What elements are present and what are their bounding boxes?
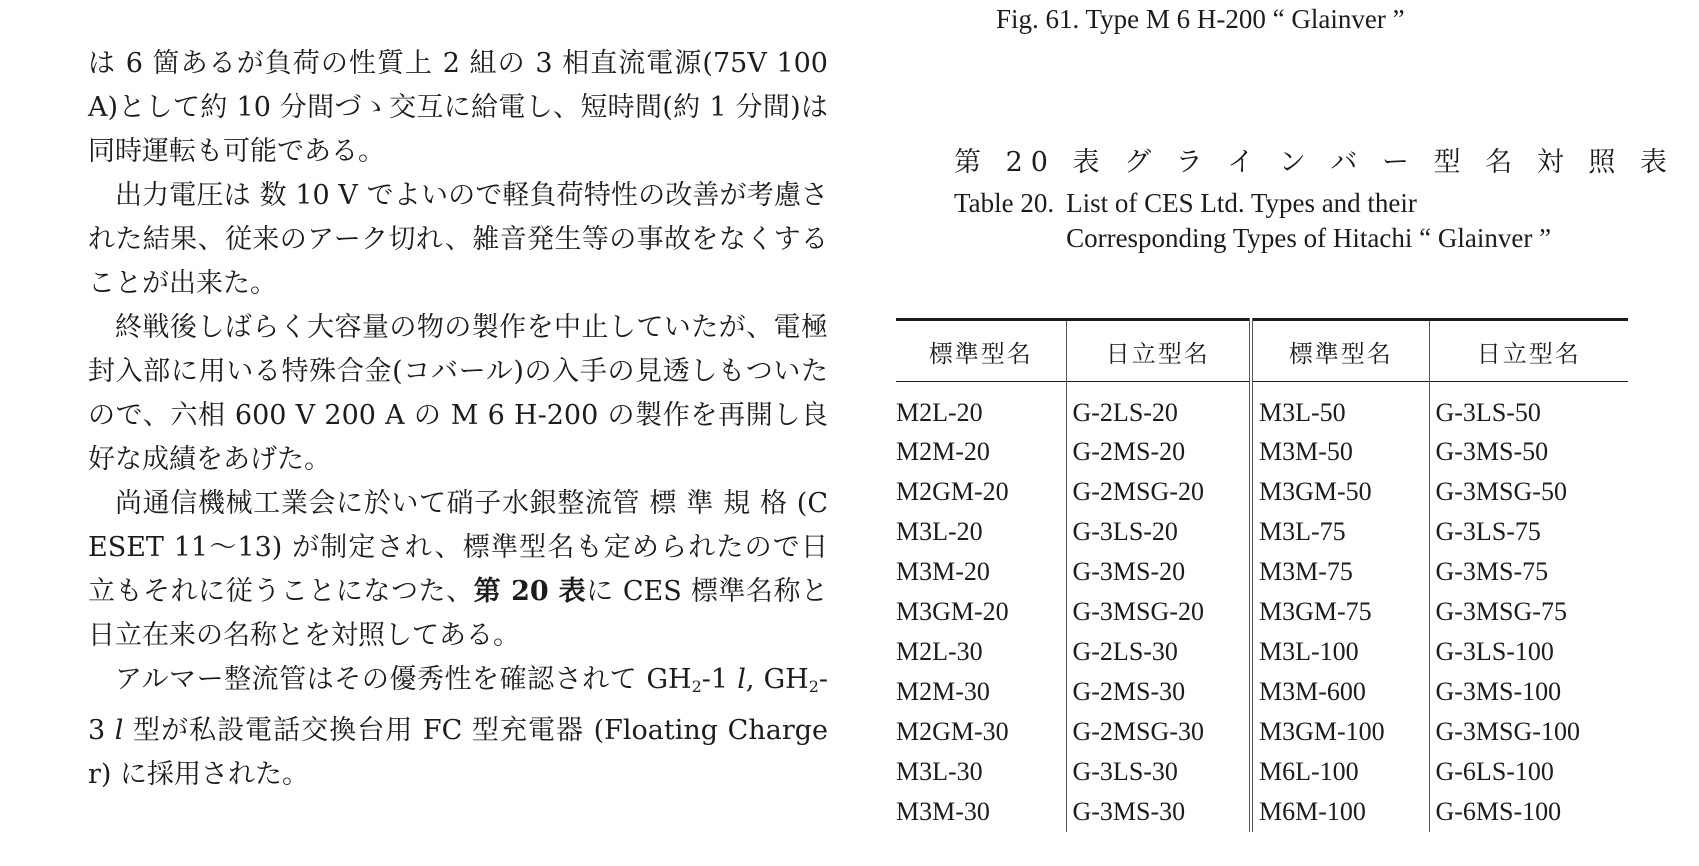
paragraph-text: 終戦後しばらく大容量の物の製作を中止していたが、電極封入部に用いる特殊合金(コバール)の入手の見透しもついたので、六相 600 V 200 A の M 6 H-200 の製作を再開し良好な成績をあげた。 [88,312,828,475]
figure-caption: Fig. 61. Type M 6 H-200 “ Glainver ” [996,4,1405,34]
table-row [896,792,1628,832]
paragraph [88,658,828,797]
standard-type-cell: M3L-30 [896,757,983,786]
standard-type-cell: M3GM-50 [1251,472,1429,512]
paragraph-text: 型が私設電話交換台用 FC 型充電器 (Floating Charger) に採用された。 [88,715,828,790]
hitachi-type-cell: G-2MSG-30 [1066,712,1251,752]
paragraph-text: , GH [745,664,809,695]
table-row [896,552,1628,592]
paragraph-text: に CES 標準名称と日立在来の名称とを対照してある。 [88,576,829,651]
table-title-japanese: 第 20 表 グ ラ イ ン バ ー 型 名 対 照 表 [954,147,1675,178]
hitachi-type-cell: G-3LS-50 [1429,382,1628,433]
table-row [896,432,1628,472]
standard-type-cell: M2L-30 [896,637,983,666]
standard-type-cell: M2L-20 [896,398,983,427]
table-title-english [954,186,1556,256]
table-title-text: List of CES Ltd. Types and their Corresponding Types of Hitachi “ Glainver ” [1066,188,1552,253]
hitachi-type-cell: G-3LS-75 [1429,512,1628,552]
standard-type-cell: M3GM-100 [1251,712,1429,752]
standard-type-cell: M3L-100 [1251,632,1429,672]
hitachi-type-cell: G-2MSG-20 [1066,472,1251,512]
hitachi-type-cell: G-2LS-20 [1066,382,1251,433]
hitachi-type-cell: G-3MS-30 [1066,792,1251,832]
table-row [896,672,1628,712]
hitachi-type-cell: G-2MS-20 [1066,432,1251,472]
standard-type-cell: M3GM-20 [896,597,1009,626]
standard-type-cell: M3GM-75 [1251,592,1429,632]
standard-type-cell: M2GM-20 [896,477,1009,506]
table-header [896,320,1628,382]
table-row [896,712,1628,752]
paragraph [88,42,828,174]
standard-type-cell: M3M-50 [1251,432,1429,472]
paragraph-text: -3 [88,664,828,746]
hitachi-type-cell: G-3LS-20 [1066,512,1251,552]
table-row [896,382,1628,433]
hitachi-type-cell: G-2LS-30 [1066,632,1251,672]
table-body [896,382,1628,833]
hitachi-type-cell: G-3MSG-75 [1429,592,1628,632]
hitachi-type-cell: G-6LS-100 [1429,752,1628,792]
italic-symbol: l [737,664,746,695]
hitachi-type-cell: G-6MS-100 [1429,792,1628,832]
standard-type-cell: M3M-600 [1251,672,1429,712]
hitachi-type-cell: G-3MS-75 [1429,552,1628,592]
paragraph-text: 出力電圧は 数 10 V でよいので軽負荷特性の改善が考慮された結果、従来のアーク切れ、雑音発生等の事故をなくすることが出来た。 [88,180,828,299]
header-hitachi-type: 日立型名 [1429,320,1628,382]
paragraph [88,482,828,658]
standard-type-cell: M2GM-30 [896,717,1009,746]
standard-type-cell: M3M-30 [896,797,990,826]
header-hitachi-type: 日立型名 [1066,320,1251,382]
standard-type-cell: M6M-100 [1251,792,1429,832]
standard-type-cell: M6L-100 [1251,752,1429,792]
paragraph [88,306,828,482]
table-row [896,752,1628,792]
hitachi-type-cell: G-3LS-100 [1429,632,1628,672]
subscript: 2 [808,677,819,696]
type-comparison-table [896,318,1628,832]
table-reference: 第 20 表 [473,576,587,607]
standard-type-cell: M2M-20 [896,437,990,466]
standard-type-cell: M3L-20 [896,517,983,546]
paragraph-text: アルマー整流管はその優秀性を確認されて GH [115,664,692,695]
standard-type-cell: M3L-75 [1251,512,1429,552]
hitachi-type-cell: G-3MS-100 [1429,672,1628,712]
subscript: 2 [691,677,702,696]
header-standard-type: 標準型名 [928,339,1033,368]
standard-type-cell: M2M-30 [896,677,990,706]
header-standard-type: 標準型名 [1251,320,1429,382]
table-row [896,512,1628,552]
table-row [896,632,1628,672]
paragraph [88,174,828,306]
standard-type-cell: M3M-75 [1251,552,1429,592]
table-number: Table 20. [954,188,1055,218]
paragraph-text: -1 [701,664,738,695]
hitachi-type-cell: G-3MS-50 [1429,432,1628,472]
table-row [896,592,1628,632]
table-row [896,472,1628,512]
body-text-column [88,42,828,797]
paragraph-text: 尚通信機械工業会に於いて硝子水銀整流管 標 準 規 格 (CESET 11～13) が制定され、標準型名も定められたので日立もそれに従うことになつた、 [88,488,828,607]
hitachi-type-cell: G-3LS-30 [1066,752,1251,792]
standard-type-cell: M3M-20 [896,557,990,586]
hitachi-type-cell: G-3MSG-100 [1429,712,1628,752]
paragraph-text: は 6 箇あるが負荷の性質上 2 組の 3 相直流電源(75V 100 A)として約 10 分間づゝ交互に給電し、短時間(約 1 分間)は同時運転も可能である。 [88,48,828,167]
hitachi-type-cell: G-2MS-30 [1066,672,1251,712]
italic-symbol: l [114,715,124,746]
hitachi-type-cell: G-3MSG-50 [1429,472,1628,512]
hitachi-type-cell: G-3MS-20 [1066,552,1251,592]
standard-type-cell: M3L-50 [1251,382,1429,433]
hitachi-type-cell: G-3MSG-20 [1066,592,1251,632]
header-row [896,320,1628,382]
